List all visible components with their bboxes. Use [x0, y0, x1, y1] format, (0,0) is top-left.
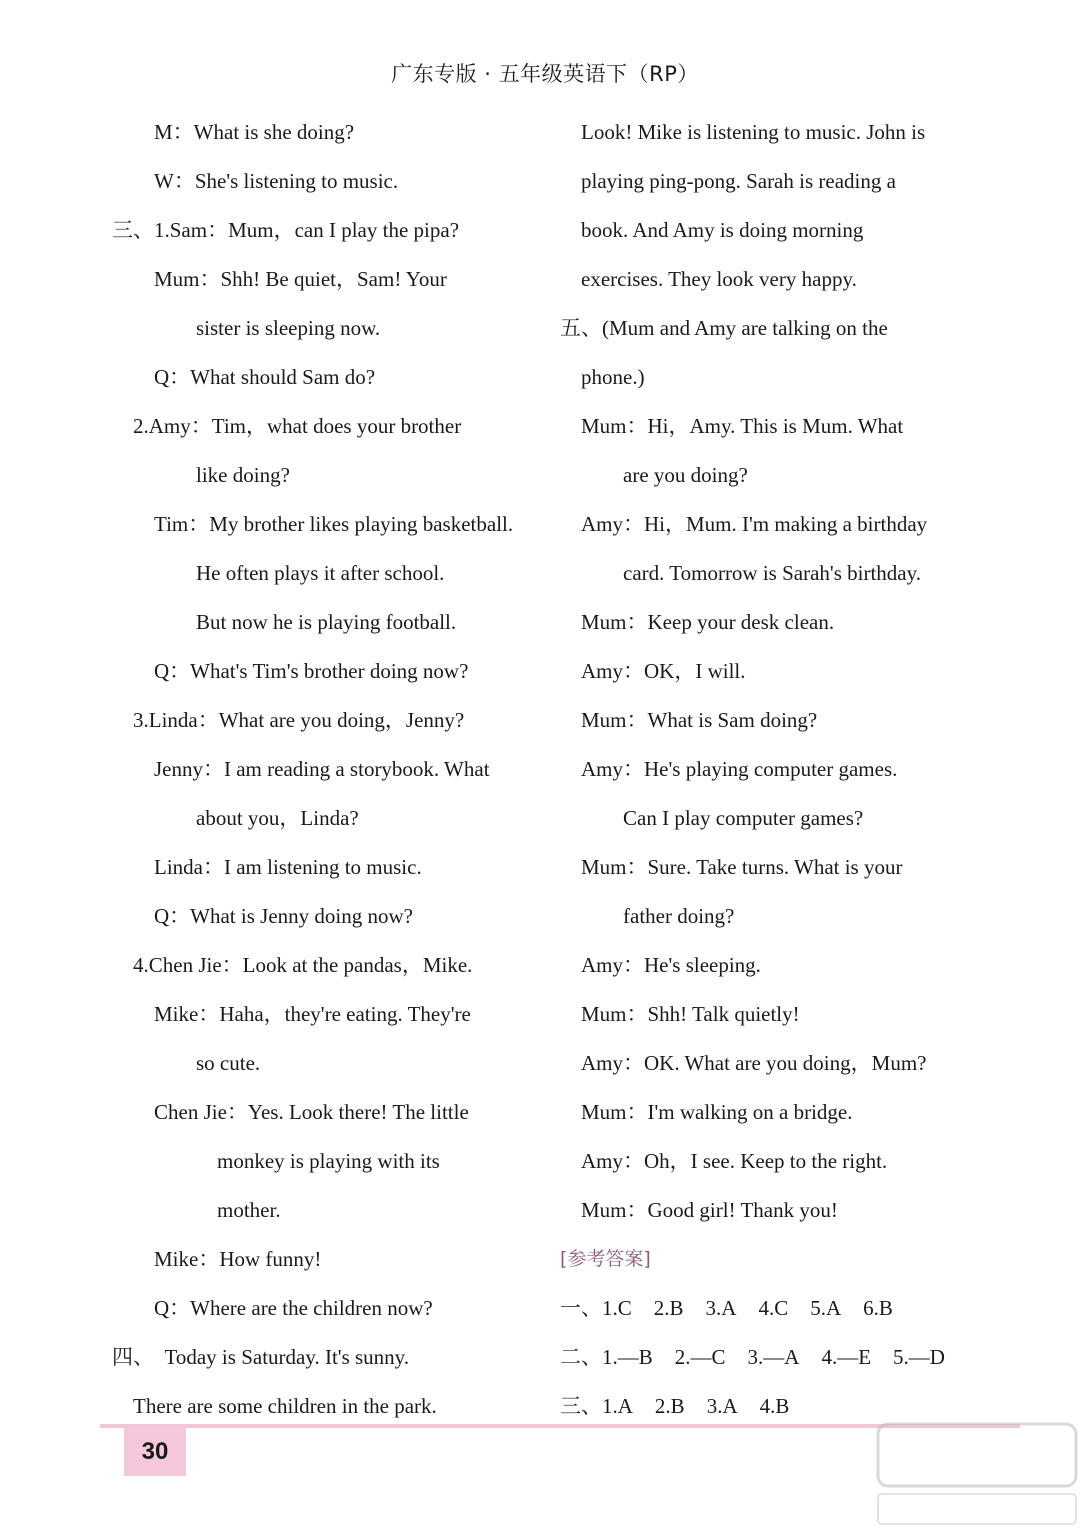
text-line: Look! Mike is listening to music. John is: [560, 120, 926, 144]
answer-item: 2.B: [653, 1296, 684, 1320]
answer-item: 4.C: [758, 1296, 789, 1320]
answer-item: 1.C: [602, 1296, 632, 1320]
answer-item: 6.B: [863, 1296, 893, 1320]
text-line: Jenny：I am reading a storybook. What: [112, 757, 490, 781]
page-header: 广东专版 · 五年级英语下（RP）: [391, 62, 699, 86]
answer-item: 2.—C: [674, 1345, 726, 1369]
text-line: There are some children in the park.: [112, 1394, 437, 1418]
text-line: Mum：Good girl! Thank you!: [560, 1198, 838, 1222]
answer-item: 1.—B: [602, 1345, 653, 1369]
text-line: Chen Jie：Yes. Look there! The little: [112, 1100, 469, 1124]
text-line: Mum：I'm walking on a bridge.: [560, 1100, 853, 1124]
answer-key: [560, 1235, 980, 1431]
text-line: sister is sleeping now.: [112, 316, 381, 340]
answer-item: 4.B: [759, 1394, 790, 1418]
text-line: Mum：Sure. Take turns. What is your: [560, 855, 903, 879]
text-line: father doing?: [560, 904, 735, 928]
answer-row: [560, 1284, 980, 1333]
answer-item: 5.—D: [893, 1345, 945, 1369]
right-column: [560, 108, 980, 1431]
text-line: playing ping-pong. Sarah is reading a: [560, 169, 896, 193]
watermark-logo: [872, 1418, 1082, 1530]
text-line: Tim：My brother likes playing basketball.: [112, 512, 514, 536]
left-column: [112, 108, 532, 1431]
text-line: Q：What's Tim's brother doing now?: [112, 659, 469, 683]
text-line: Amy：Hi，Mum. I'm making a birthday: [560, 512, 928, 536]
text-line: Q：Where are the children now?: [112, 1296, 433, 1320]
text-line: book. And Amy is doing morning: [560, 218, 864, 242]
text-line: monkey is playing with its: [112, 1149, 440, 1173]
text-line: Mike：How funny!: [112, 1247, 322, 1271]
text-line: Amy：Oh，I see. Keep to the right.: [560, 1149, 888, 1173]
answer-item: 3.A: [706, 1394, 738, 1418]
answer-item: 4.—E: [821, 1345, 872, 1369]
text-line: like doing?: [112, 463, 290, 487]
text-line: 4.Chen Jie：Look at the pandas，Mike.: [112, 953, 473, 977]
text-line: 2.Amy：Tim，what does your brother: [112, 414, 462, 438]
text-line: phone.): [560, 365, 645, 389]
text-line: card. Tomorrow is Sarah's birthday.: [560, 561, 921, 585]
page-number: 30: [124, 1428, 186, 1476]
answer-item: 3.—A: [747, 1345, 800, 1369]
text-line: Can I play computer games?: [560, 806, 864, 830]
text-line: 3.Linda：What are you doing，Jenny?: [112, 708, 465, 732]
text-line: W：She's listening to music.: [112, 169, 399, 193]
text-line: He often plays it after school.: [112, 561, 445, 585]
answer-row: [560, 1333, 980, 1382]
text-line: are you doing?: [560, 463, 748, 487]
answer-section-label: 三、: [560, 1394, 602, 1418]
text-line: Linda：I am listening to music.: [112, 855, 422, 879]
answer-item: 2.B: [654, 1394, 685, 1418]
text-line: 三、1.Sam：Mum，can I play the pipa?: [112, 218, 460, 242]
text-line: so cute.: [112, 1051, 261, 1075]
text-line: about you，Linda?: [112, 806, 359, 830]
answer-key-title: [参考答案]: [560, 1248, 651, 1270]
text-line: Amy：OK. What are you doing，Mum?: [560, 1051, 927, 1075]
text-line: Mike：Haha，they're eating. They're: [112, 1002, 471, 1026]
text-line: But now he is playing football.: [112, 610, 457, 634]
text-line: mother.: [112, 1198, 281, 1222]
text-line: Mum：Shh! Be quiet，Sam! Your: [112, 267, 447, 291]
answer-item: 1.A: [602, 1394, 633, 1418]
text-line: M：What is she doing?: [112, 120, 355, 144]
text-line: Mum：What is Sam doing?: [560, 708, 818, 732]
text-line: exercises. They look very happy.: [560, 267, 857, 291]
text-line: Mum：Hi，Amy. This is Mum. What: [560, 414, 904, 438]
text-line: Amy：He's playing computer games.: [560, 757, 898, 781]
answer-section-label: 一、: [560, 1296, 602, 1320]
text-line: Mum：Keep your desk clean.: [560, 610, 835, 634]
text-line: 四、 Today is Saturday. It's sunny.: [112, 1345, 410, 1369]
answer-section-label: 二、: [560, 1345, 602, 1369]
text-line: Q：What is Jenny doing now?: [112, 904, 413, 928]
text-line: Mum：Shh! Talk quietly!: [560, 1002, 800, 1026]
text-line: Amy：He's sleeping.: [560, 953, 761, 977]
text-line: Q：What should Sam do?: [112, 365, 376, 389]
text-line: Amy：OK，I will.: [560, 659, 746, 683]
text-line: 五、(Mum and Amy are talking on the: [560, 316, 888, 340]
answer-item: 5.A: [810, 1296, 842, 1320]
answer-item: 3.A: [705, 1296, 737, 1320]
